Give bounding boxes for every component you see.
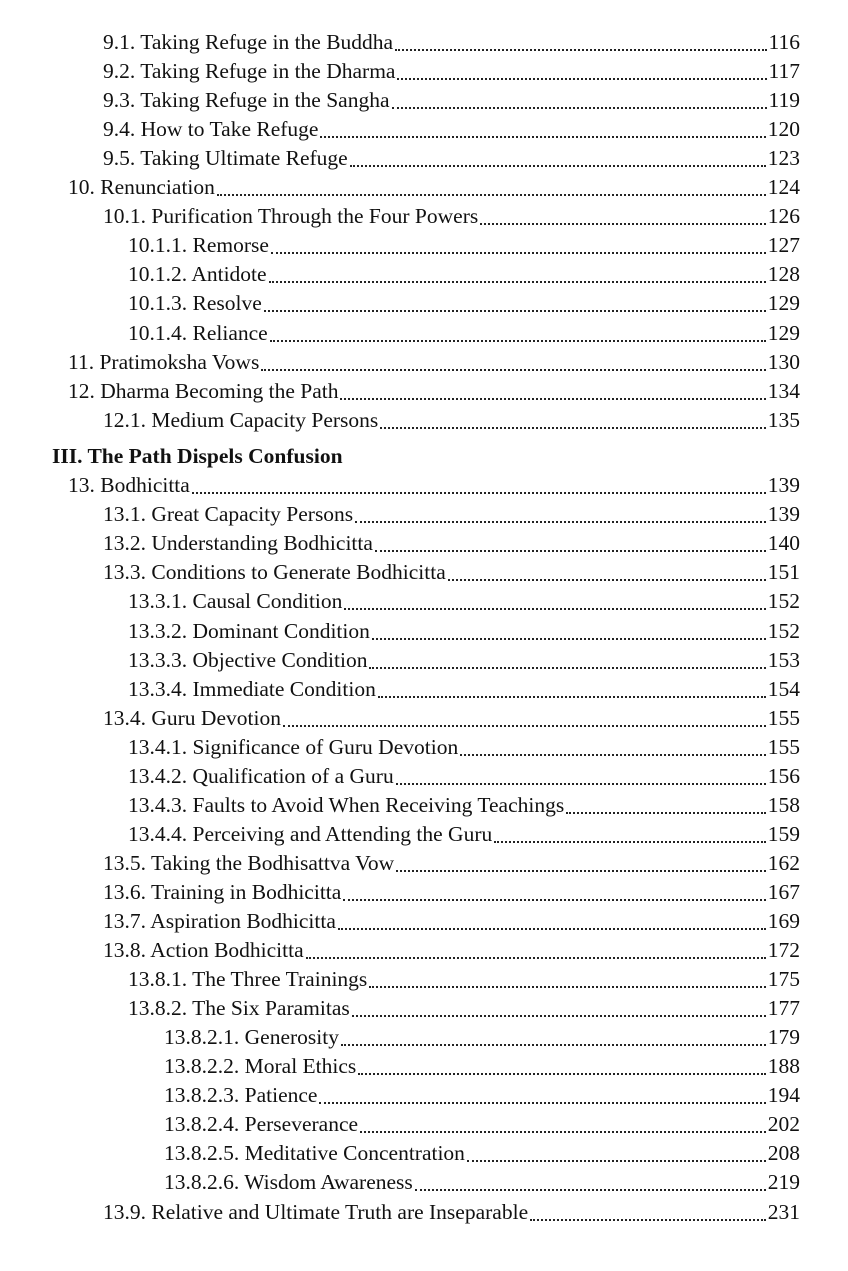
toc-entry-page: 159 xyxy=(767,821,800,846)
dot-leader xyxy=(352,997,766,1017)
dot-leader xyxy=(320,118,765,138)
toc-entry-title: 9.3. Taking Refuge in the Sangha xyxy=(103,88,390,113)
dot-leader xyxy=(338,910,766,930)
toc-entry-page: 188 xyxy=(767,1054,800,1079)
toc-entry[interactable] xyxy=(68,471,800,500)
toc-entry[interactable] xyxy=(128,260,800,289)
toc-entry[interactable] xyxy=(128,965,800,994)
dot-leader xyxy=(467,1142,766,1162)
toc-entry-page: 134 xyxy=(767,378,800,403)
dot-leader xyxy=(448,561,766,581)
toc-entry-page: 202 xyxy=(767,1112,800,1137)
dot-leader xyxy=(460,736,766,756)
toc-entry-title: 13.4.3. Faults to Avoid When Receiving Teachings xyxy=(128,792,565,817)
toc-entry[interactable] xyxy=(103,144,800,173)
toc-entry-title: 13.5. Taking the Bodhisattva Vow xyxy=(103,850,395,875)
toc-entry-page: 231 xyxy=(767,1199,800,1224)
toc-entry-page: 158 xyxy=(767,792,800,817)
toc-entry[interactable] xyxy=(164,1081,800,1110)
toc-entry-page: 129 xyxy=(767,320,800,345)
toc-entry[interactable] xyxy=(128,587,800,616)
toc-entry-title: 10.1.4. Reliance xyxy=(128,320,268,345)
toc-entry-page: 162 xyxy=(767,850,800,875)
toc-entry-page: 151 xyxy=(767,560,800,585)
toc-entry-title: 13.7. Aspiration Bodhicitta xyxy=(103,909,336,933)
dot-leader xyxy=(355,503,766,523)
toc-entry[interactable] xyxy=(103,704,800,733)
dot-leader xyxy=(360,1113,766,1133)
dot-leader xyxy=(378,678,766,698)
toc-entry-title: 13.6. Training in Bodhicitta xyxy=(103,879,342,904)
dot-leader xyxy=(264,292,766,312)
toc-entry[interactable] xyxy=(103,202,800,231)
toc-entry-page: 139 xyxy=(767,473,800,498)
toc-entry-title: 13.8.2.6. Wisdom Awareness xyxy=(164,1170,413,1195)
toc-entry-page: 172 xyxy=(767,938,800,963)
dot-leader xyxy=(395,31,766,51)
toc-entry[interactable] xyxy=(128,791,800,820)
toc-entry[interactable] xyxy=(164,1168,800,1197)
toc-entry[interactable] xyxy=(68,173,800,202)
toc-entry-page: 152 xyxy=(767,589,800,614)
toc-entry-page: 177 xyxy=(767,996,800,1021)
dot-leader xyxy=(283,707,766,727)
toc-entry-page: 119 xyxy=(768,88,800,113)
toc-entry[interactable] xyxy=(128,319,800,348)
toc-entry-page: 152 xyxy=(767,618,800,643)
toc-entry-title: 13.1. Great Capacity Persons xyxy=(103,502,354,527)
dot-leader xyxy=(340,380,765,400)
dot-leader xyxy=(269,263,766,283)
toc-entry-title: 10. Renunciation xyxy=(68,175,215,200)
toc-entry-page: 139 xyxy=(767,502,800,527)
toc-entry[interactable] xyxy=(128,820,800,849)
toc-entry-page: 208 xyxy=(767,1141,800,1166)
toc-entry-page: 128 xyxy=(767,262,800,287)
toc-entry-page: 154 xyxy=(767,676,800,701)
toc-entry-title: 13.3.3. Objective Condition xyxy=(128,647,368,672)
toc-entry[interactable] xyxy=(103,406,800,435)
toc-entry[interactable] xyxy=(128,617,800,646)
toc-entry-page: 130 xyxy=(767,349,800,374)
dot-leader xyxy=(319,1084,765,1104)
toc-entry-title: 13.3.1. Causal Condition xyxy=(128,589,343,614)
dot-leader xyxy=(369,649,765,669)
toc-entry-page: 123 xyxy=(767,146,800,171)
toc-entry-title: 13.8. Action Bodhicitta xyxy=(103,938,304,963)
dot-leader xyxy=(494,823,766,843)
toc-entry-page: 155 xyxy=(767,734,800,759)
toc-entry[interactable] xyxy=(103,86,800,115)
toc-entry-title: 13.3.4. Immediate Condition xyxy=(128,676,376,701)
toc-entry-title: 13.4. Guru Devotion xyxy=(103,705,281,730)
toc-entry-page: 127 xyxy=(767,233,800,258)
toc-entry-page: 116 xyxy=(768,30,800,54)
toc-entry-page: 117 xyxy=(768,59,800,84)
toc-entry[interactable] xyxy=(164,1052,800,1081)
toc-entry-page: 120 xyxy=(767,117,800,142)
toc-entry[interactable] xyxy=(103,907,800,936)
toc-entry-title: 9.1. Taking Refuge in the Buddha xyxy=(103,30,394,54)
toc-entry-title: 13.8.2. The Six Paramitas xyxy=(128,996,350,1021)
toc-entry[interactable] xyxy=(128,675,800,704)
toc-entry[interactable] xyxy=(68,348,800,377)
dot-leader xyxy=(375,532,766,552)
toc-entry[interactable] xyxy=(103,57,800,86)
dot-leader xyxy=(344,590,765,610)
dot-leader xyxy=(341,1026,766,1046)
toc-entry[interactable] xyxy=(128,289,800,318)
toc-entry-title: 13.4.2. Qualification of a Guru xyxy=(128,763,394,788)
toc-entry-title: 13.8.2.3. Patience xyxy=(164,1083,318,1108)
toc-entry-title: 12. Dharma Becoming the Path xyxy=(68,378,339,403)
toc-entry-page: 126 xyxy=(767,204,800,229)
dot-leader xyxy=(396,765,766,785)
toc-entry-title: 11. Pratimoksha Vows xyxy=(68,349,260,374)
dot-leader xyxy=(192,474,766,494)
toc-entry-title: 9.4. How to Take Refuge xyxy=(103,117,319,142)
toc-entry-page: 129 xyxy=(767,291,800,316)
toc-entry-page: 179 xyxy=(767,1025,800,1050)
dot-leader xyxy=(271,234,766,254)
toc-entry-page: 135 xyxy=(767,407,800,432)
toc-entry[interactable] xyxy=(103,936,800,965)
dot-leader xyxy=(358,1055,765,1075)
dot-leader xyxy=(480,205,766,225)
dot-leader xyxy=(372,620,766,640)
toc-entry[interactable] xyxy=(128,231,800,260)
dot-leader xyxy=(350,147,766,167)
toc-entry[interactable] xyxy=(103,849,800,878)
dot-leader xyxy=(306,939,766,959)
toc-entry[interactable] xyxy=(103,878,800,907)
dot-leader xyxy=(396,852,766,872)
toc-entry-title: 13.8.2.1. Generosity xyxy=(164,1025,339,1050)
toc-entry-page: 156 xyxy=(767,763,800,788)
toc-entry-title: 10.1. Purification Through the Four Powers xyxy=(103,204,479,229)
dot-leader xyxy=(343,881,765,901)
toc-entry-title: 13. Bodhicitta xyxy=(68,473,190,498)
toc-entry[interactable] xyxy=(103,1198,800,1227)
toc-entry-title: 13.8.2.2. Moral Ethics xyxy=(164,1054,357,1079)
toc-entry-title: 13.8.2.4. Perseverance xyxy=(164,1112,359,1137)
dot-leader xyxy=(530,1201,766,1221)
dot-leader xyxy=(397,60,766,80)
toc-entry-title: 13.8.2.5. Meditative Concentration xyxy=(164,1141,465,1166)
toc-entry-title: 12.1. Medium Capacity Persons xyxy=(103,407,379,432)
toc-entry-title: 10.1.2. Antidote xyxy=(128,262,267,287)
toc-entry-title: 13.4.1. Significance of Guru Devotion xyxy=(128,734,459,759)
toc-entry[interactable] xyxy=(128,994,800,1023)
dot-leader xyxy=(415,1171,766,1191)
toc-entry-page: 153 xyxy=(767,647,800,672)
toc-entry-page: 169 xyxy=(767,909,800,933)
toc-entry[interactable] xyxy=(103,28,800,57)
dot-leader xyxy=(217,176,766,196)
toc-entry[interactable] xyxy=(103,529,800,558)
toc-entry[interactable] xyxy=(128,646,800,675)
toc-entry-title: 9.2. Taking Refuge in the Dharma xyxy=(103,59,396,84)
toc-entry-title: 13.3. Conditions to Generate Bodhicitta xyxy=(103,560,446,585)
toc-entry-title: 13.9. Relative and Ultimate Truth are Inseparable xyxy=(103,1199,529,1224)
dot-leader xyxy=(380,409,765,429)
dot-leader xyxy=(392,89,767,109)
toc-entry[interactable] xyxy=(103,115,800,144)
toc-entry-page: 167 xyxy=(767,879,800,904)
toc-entry[interactable] xyxy=(128,762,800,791)
toc-entry-page: 175 xyxy=(767,967,800,992)
toc-entry-page: 219 xyxy=(767,1170,800,1195)
toc-entry[interactable] xyxy=(128,733,800,762)
toc-entry[interactable] xyxy=(164,1139,800,1168)
section-heading: III. The Path Dispels Confusion xyxy=(52,443,343,468)
toc-entry[interactable] xyxy=(103,500,800,529)
toc-entry-title: 13.8.1. The Three Trainings xyxy=(128,967,368,992)
toc-entry[interactable] xyxy=(103,558,800,587)
dot-leader xyxy=(261,351,765,371)
toc-entry-title: 13.4.4. Perceiving and Attending the Guru xyxy=(128,821,493,846)
toc-entry-title: 10.1.3. Resolve xyxy=(128,291,262,316)
toc-entry[interactable] xyxy=(68,377,800,406)
dot-leader xyxy=(566,794,766,814)
toc-entry-page: 155 xyxy=(767,705,800,730)
toc-entry-title: 13.2. Understanding Bodhicitta xyxy=(103,531,373,556)
toc-entry[interactable] xyxy=(164,1110,800,1139)
dot-leader xyxy=(270,322,766,342)
toc-entry-title: 9.5. Taking Ultimate Refuge xyxy=(103,146,348,171)
toc-entry-title: 13.3.2. Dominant Condition xyxy=(128,618,370,643)
toc-entry-title: 10.1.1. Remorse xyxy=(128,233,269,258)
toc-entry-page: 140 xyxy=(767,531,800,556)
toc-entry-page: 124 xyxy=(767,175,800,200)
toc-entry[interactable] xyxy=(164,1023,800,1052)
dot-leader xyxy=(369,968,765,988)
toc-entry-page: 194 xyxy=(767,1083,800,1108)
